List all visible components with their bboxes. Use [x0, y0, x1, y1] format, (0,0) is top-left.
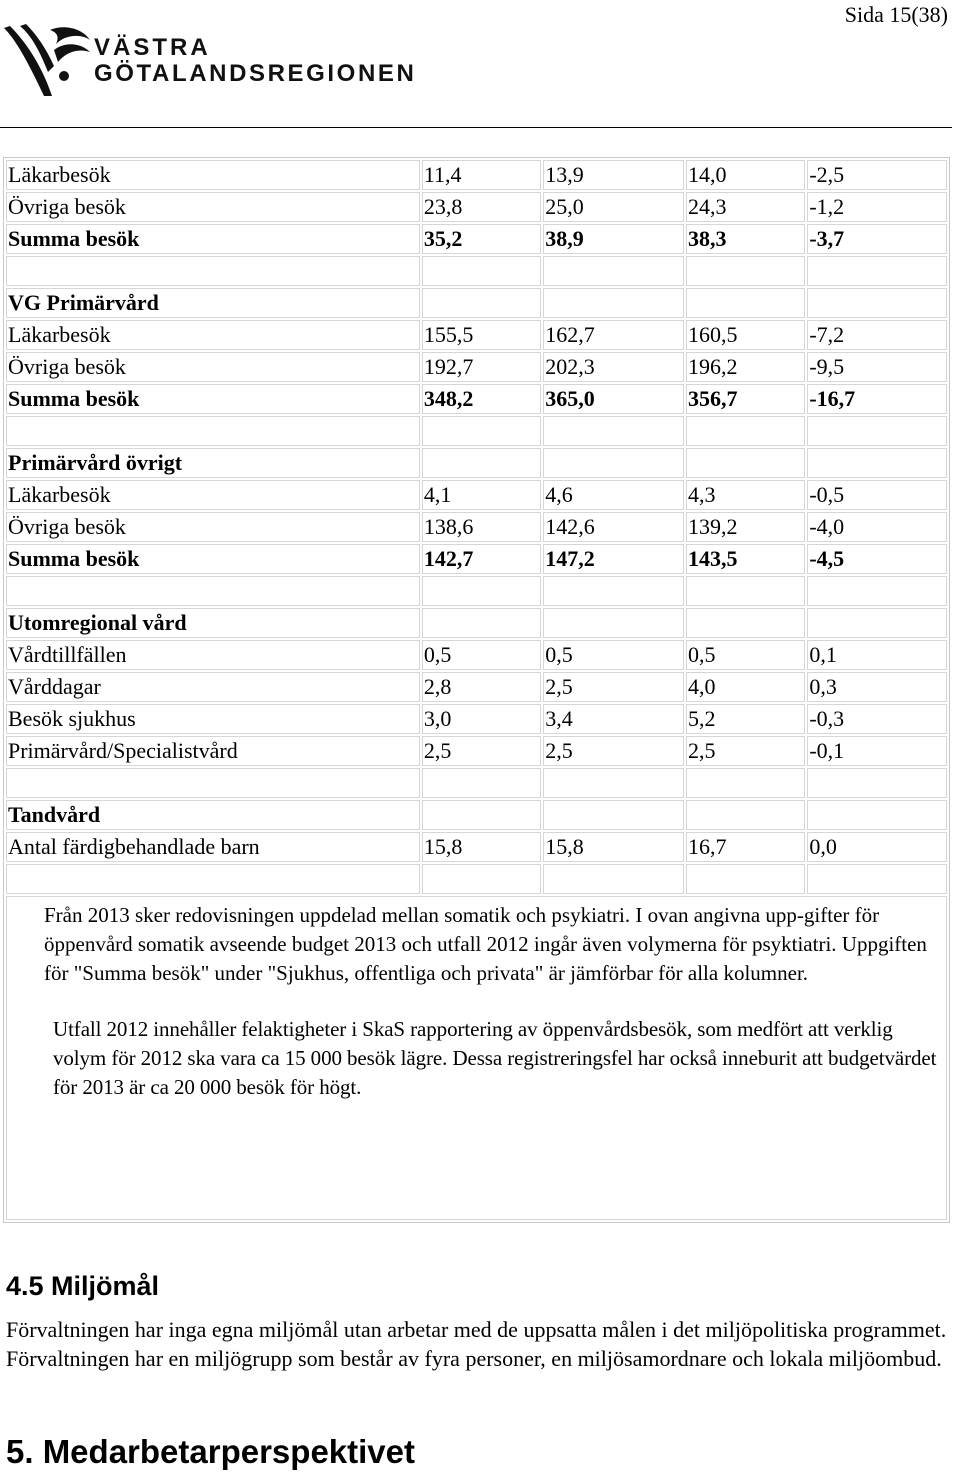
row-label: Summa besök	[6, 544, 420, 574]
value-cell: 38,3	[686, 224, 805, 254]
value-cell	[686, 576, 805, 606]
value-cell: 16,7	[686, 832, 805, 862]
value-cell: 24,3	[686, 192, 805, 222]
value-cell: 147,2	[543, 544, 684, 574]
value-cell	[807, 768, 947, 798]
value-cell: -16,7	[807, 384, 947, 414]
logo-text-line-1: VÄSTRA	[94, 34, 211, 61]
value-cell	[686, 416, 805, 446]
value-cell: -0,1	[807, 736, 947, 766]
value-cell	[543, 864, 684, 894]
table-row	[6, 320, 947, 350]
value-cell: 0,5	[543, 640, 684, 670]
value-cell	[686, 864, 805, 894]
value-cell: 23,8	[422, 192, 541, 222]
value-cell: 196,2	[686, 352, 805, 382]
section-4-5-paragraph: Förvaltningen har inga egna miljömål utan arbetar med de uppsatta målen i det miljöpolitiska programmet. Förvaltningen har en miljögrupp som består av fyra personer, en miljösamordnare och lokala miljöombud.	[6, 1317, 947, 1371]
value-cell	[422, 448, 541, 478]
value-cell	[686, 256, 805, 286]
value-cell: -4,0	[807, 512, 947, 542]
row-label: Övriga besök	[6, 512, 420, 542]
organization-logo	[2, 22, 417, 110]
value-cell: 365,0	[543, 384, 684, 414]
value-cell: 13,9	[543, 160, 684, 190]
value-cell: -0,5	[807, 480, 947, 510]
value-cell: 38,9	[543, 224, 684, 254]
table-row	[6, 800, 947, 830]
value-cell: 15,8	[543, 832, 684, 862]
value-cell	[686, 768, 805, 798]
footnote-2	[10, 1015, 944, 1102]
value-cell: 11,4	[422, 160, 541, 190]
value-cell	[543, 288, 684, 318]
table-row	[6, 288, 947, 318]
value-cell: 4,6	[543, 480, 684, 510]
row-label: Läkarbesök	[6, 320, 420, 350]
row-label: Primärvård övrigt	[6, 448, 420, 478]
table-row	[6, 448, 947, 478]
footnote-2-text: Utfall 2012 innehåller felaktigheter i SkaS rapportering av öppenvårdsbesök, som medfört att verklig volym för 2012 ska vara ca 15 000 besök lägre. Dessa registreringsfel har också inneburit att budgetvärdet för 2013 är ca 20 000 besök för högt.	[53, 1017, 937, 1099]
table-row	[6, 352, 947, 382]
value-cell	[807, 256, 947, 286]
value-cell: 0,3	[807, 672, 947, 702]
row-label: Tandvård	[6, 800, 420, 830]
header-divider	[0, 127, 952, 128]
row-label: Primärvård/Specialistvård	[6, 736, 420, 766]
row-label: Vårddagar	[6, 672, 420, 702]
logo-emblem-icon	[2, 22, 92, 104]
table-row	[6, 384, 947, 414]
value-cell: 202,3	[543, 352, 684, 382]
table-spacer-row	[6, 768, 947, 798]
section-heading-5: 5. Medarbetarperspektivet	[6, 1433, 416, 1470]
section-heading-4-5: 4.5 Miljömål	[6, 1271, 160, 1301]
value-cell: 192,7	[422, 352, 541, 382]
row-label: Antal färdigbehandlade barn	[6, 832, 420, 862]
value-cell: -2,5	[807, 160, 947, 190]
value-cell	[422, 800, 541, 830]
value-cell: 142,6	[543, 512, 684, 542]
footnote-1	[10, 901, 944, 988]
value-cell	[543, 608, 684, 638]
value-cell	[422, 608, 541, 638]
value-cell: 4,0	[686, 672, 805, 702]
row-label	[6, 416, 420, 446]
table-row	[6, 640, 947, 670]
table-row	[6, 224, 947, 254]
value-cell	[422, 256, 541, 286]
value-cell: 348,2	[422, 384, 541, 414]
table-row	[6, 544, 947, 574]
table-row	[6, 672, 947, 702]
value-cell: -7,2	[807, 320, 947, 350]
value-cell: 0,0	[807, 832, 947, 862]
value-cell: 2,5	[543, 672, 684, 702]
value-cell: 162,7	[543, 320, 684, 350]
value-cell	[807, 864, 947, 894]
logo-text-line-2: GÖTALANDSREGIONEN	[94, 60, 417, 87]
value-cell: 138,6	[422, 512, 541, 542]
value-cell	[807, 608, 947, 638]
table-row	[6, 192, 947, 222]
value-cell: 155,5	[422, 320, 541, 350]
row-label: Utomregional vård	[6, 608, 420, 638]
value-cell	[422, 288, 541, 318]
table-spacer-row	[6, 256, 947, 286]
value-cell: 2,5	[686, 736, 805, 766]
value-cell	[543, 800, 684, 830]
value-cell	[686, 288, 805, 318]
value-cell	[422, 768, 541, 798]
value-cell	[543, 416, 684, 446]
value-cell: 356,7	[686, 384, 805, 414]
value-cell: 2,8	[422, 672, 541, 702]
value-cell	[807, 800, 947, 830]
row-label	[6, 256, 420, 286]
value-cell: 4,3	[686, 480, 805, 510]
row-label: Besök sjukhus	[6, 704, 420, 734]
table-row	[6, 160, 947, 190]
value-cell: 4,1	[422, 480, 541, 510]
row-label	[6, 864, 420, 894]
value-cell	[543, 256, 684, 286]
value-cell: 3,0	[422, 704, 541, 734]
footnote-1-text: Från 2013 sker redovisningen uppdelad mellan somatik och psykiatri. I ovan angivna upp-gifter för öppenvård somatik avseende budget 2013 och utfall 2012 ingår även volymerna för psyktiatri. Uppgiften för "Summa besök" under "Sjukhus, offentliga och privata" är jämförbar för alla kolumner.	[44, 903, 927, 985]
value-cell: -1,2	[807, 192, 947, 222]
value-cell	[543, 768, 684, 798]
footnote-2-marker	[10, 1015, 53, 1044]
table-spacer-row	[6, 576, 947, 606]
value-cell: 160,5	[686, 320, 805, 350]
row-label	[6, 768, 420, 798]
value-cell	[422, 416, 541, 446]
value-cell	[807, 448, 947, 478]
row-label: VG Primärvård	[6, 288, 420, 318]
value-cell: -4,5	[807, 544, 947, 574]
value-cell: -0,3	[807, 704, 947, 734]
row-label	[6, 576, 420, 606]
row-label: Summa besök	[6, 384, 420, 414]
value-cell	[422, 864, 541, 894]
table-row	[6, 736, 947, 766]
value-cell: 0,1	[807, 640, 947, 670]
value-cell: 3,4	[543, 704, 684, 734]
row-label: Övriga besök	[6, 352, 420, 382]
table-row	[6, 512, 947, 542]
value-cell: 0,5	[686, 640, 805, 670]
table-spacer-row	[6, 864, 947, 894]
table-row	[6, 704, 947, 734]
value-cell: 2,5	[543, 736, 684, 766]
value-cell	[807, 288, 947, 318]
page-number: Sida 15(38)	[844, 2, 948, 27]
value-cell: 0,5	[422, 640, 541, 670]
statistics-table	[3, 157, 950, 1223]
value-cell	[422, 576, 541, 606]
value-cell: -9,5	[807, 352, 947, 382]
row-label: Summa besök	[6, 224, 420, 254]
notes-cell	[6, 896, 947, 1220]
value-cell	[807, 576, 947, 606]
value-cell	[686, 608, 805, 638]
value-cell: -3,7	[807, 224, 947, 254]
table-row	[6, 480, 947, 510]
value-cell	[686, 800, 805, 830]
table-row	[6, 608, 947, 638]
value-cell	[807, 416, 947, 446]
row-label: Övriga besök	[6, 192, 420, 222]
value-cell: 5,2	[686, 704, 805, 734]
value-cell: 143,5	[686, 544, 805, 574]
notes-row	[6, 896, 947, 1220]
value-cell: 142,7	[422, 544, 541, 574]
value-cell: 14,0	[686, 160, 805, 190]
value-cell	[543, 448, 684, 478]
value-cell: 139,2	[686, 512, 805, 542]
table-spacer-row	[6, 416, 947, 446]
value-cell: 35,2	[422, 224, 541, 254]
row-label: Läkarbesök	[6, 480, 420, 510]
value-cell: 2,5	[422, 736, 541, 766]
row-label: Läkarbesök	[6, 160, 420, 190]
table-row	[6, 832, 947, 862]
value-cell: 15,8	[422, 832, 541, 862]
value-cell	[543, 576, 684, 606]
row-label: Vårdtillfällen	[6, 640, 420, 670]
value-cell: 25,0	[543, 192, 684, 222]
value-cell	[686, 448, 805, 478]
footnote-1-marker	[10, 901, 44, 930]
